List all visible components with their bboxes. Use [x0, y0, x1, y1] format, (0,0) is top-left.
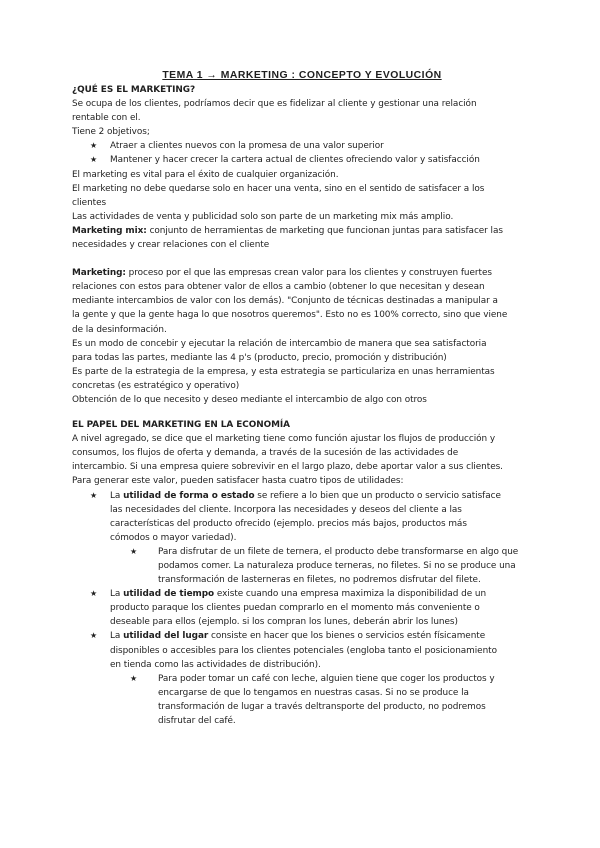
paragraph: El marketing no debe quedarse solo en hacer una venta, sino en el sentido de satisfacer a los clientes [72, 183, 485, 208]
document-page [72, 69, 532, 728]
star-bullet-icon: ★ [90, 631, 98, 641]
example-list [72, 545, 532, 587]
list-item: ★ La utilidad del lugar consiste en hacer que los bienes o servicios estén físicamente disponibles o accesibles para los clientes potenciales (engloba tanto el posicionamiento en tienda como las actividades de distribución). [90, 631, 497, 670]
list-item: ★ La utilidad de tiempo existe cuando una empresa maximiza la disponibilidad de un producto paraque los clientes puedan comprarlo en el momento más conveniente o deseable para ellos (ejemplo. si los compran los lunes, deberán abrir los lunes) [90, 589, 487, 628]
paragraph: Tiene 2 objetivos; [72, 127, 150, 138]
marketing-mix-definition: Marketing mix: conjunto de herramientas de marketing que funcionan juntas para satisfacer las necesidades y crear relaciones con el cliente [72, 225, 503, 251]
paragraph: El marketing es vital para el éxito de cualquier organización. [72, 169, 339, 180]
example-list [72, 672, 532, 728]
star-bullet-icon: ★ [90, 141, 98, 151]
section-heading-what-is-marketing: ¿QUÉ ES EL MARKETING? [72, 85, 196, 95]
star-bullet-icon: ★ [90, 490, 98, 500]
list-item: ★ La utilidad de forma o estado se refiere a lo bien que un producto o servicio satisface las necesidades del cliente. Incorpora las necesidades y deseos del cliente a las características del producto ofrecido (ejemplo. precios más bajos, productos más cómodos o mayor variedad). [90, 490, 501, 543]
list-item: ★ Mantener y hacer crecer la cartera actual de clientes ofreciendo valor y satisfacción [72, 153, 532, 167]
list-item: ★ Atraer a clientes nuevos con la promesa de una valor superior [72, 139, 532, 153]
list-item: ★ Para poder tomar un café con leche, alguien tiene que coger los productos y encargarse de que lo tengamos en nuestras casas. Si no se produce la transformación de lugar a través deltransporte del producto, no podremos disfrutar del café. [130, 673, 495, 727]
paragraph: Obtención de lo que necesito y deseo mediante el intercambio de algo con otros [72, 394, 427, 405]
list-item: ★ Para disfrutar de un filete de ternera, el producto debe transformarse en algo que podamos comer. La naturaleza produce terneras, no filetes. Si no se produce una transformación de lasterneras en filetes, no podremos disfrutar del filete. [130, 546, 519, 586]
star-bullet-icon: ★ [130, 546, 138, 556]
section-heading-role-in-economy: EL PAPEL DEL MARKETING EN LA ECONOMÍA [72, 420, 290, 431]
star-bullet-icon: ★ [90, 155, 98, 165]
paragraph: Es parte de la estrategia de la empresa, y esta estrategia se particulariza en unas herramientas concretas (es estratégico y operativo) [72, 366, 495, 391]
marketing-definition: Marketing: proceso por el que las empresas crean valor para los clientes y construyen fuertes relaciones con estos para obtener valor de ellos a cambio (obtener lo que necesitan y desean mediante intercambios de valor con los demás). "Conjunto de técnicas destinadas a manipular a la gente y que la gente haga lo que nosotros queremos". Esto no es 100% correcto, sino que viene de la desinformación. [72, 268, 508, 335]
paragraph: A nivel agregado, se dice que el marketing tiene como función ajustar los flujos de producción y consumos, los flujos de oferta y demanda, a través de la sucesión de las actividades de intercambio. Si una empresa quiere sobrevivir en el largo plazo, debe aportar valor a sus clientes. Para generar este valor, pueden satisfacer hasta cuatro tipos de utilidades: [72, 434, 503, 487]
star-bullet-icon: ★ [130, 673, 138, 683]
paragraph: Se ocupa de los clientes, podríamos decir que es fidelizar al cliente y gestionar una relación rentable con el. [72, 99, 477, 124]
utilities-list [72, 587, 532, 672]
paragraph: Las actividades de venta y publicidad solo son parte de un marketing mix más amplio. [72, 211, 454, 222]
page-title: TEMA 1 → MARKETING : CONCEPTO Y EVOLUCIÓN [162, 70, 442, 81]
star-bullet-icon: ★ [90, 589, 98, 599]
paragraph: Es un modo de concebir y ejecutar la relación de intercambio de manera que sea satisfactoria para todas las partes, mediante las 4 p's (producto, precio, promoción y distribución) [72, 338, 487, 363]
objectives-list [72, 139, 532, 167]
utilities-list [72, 489, 532, 545]
